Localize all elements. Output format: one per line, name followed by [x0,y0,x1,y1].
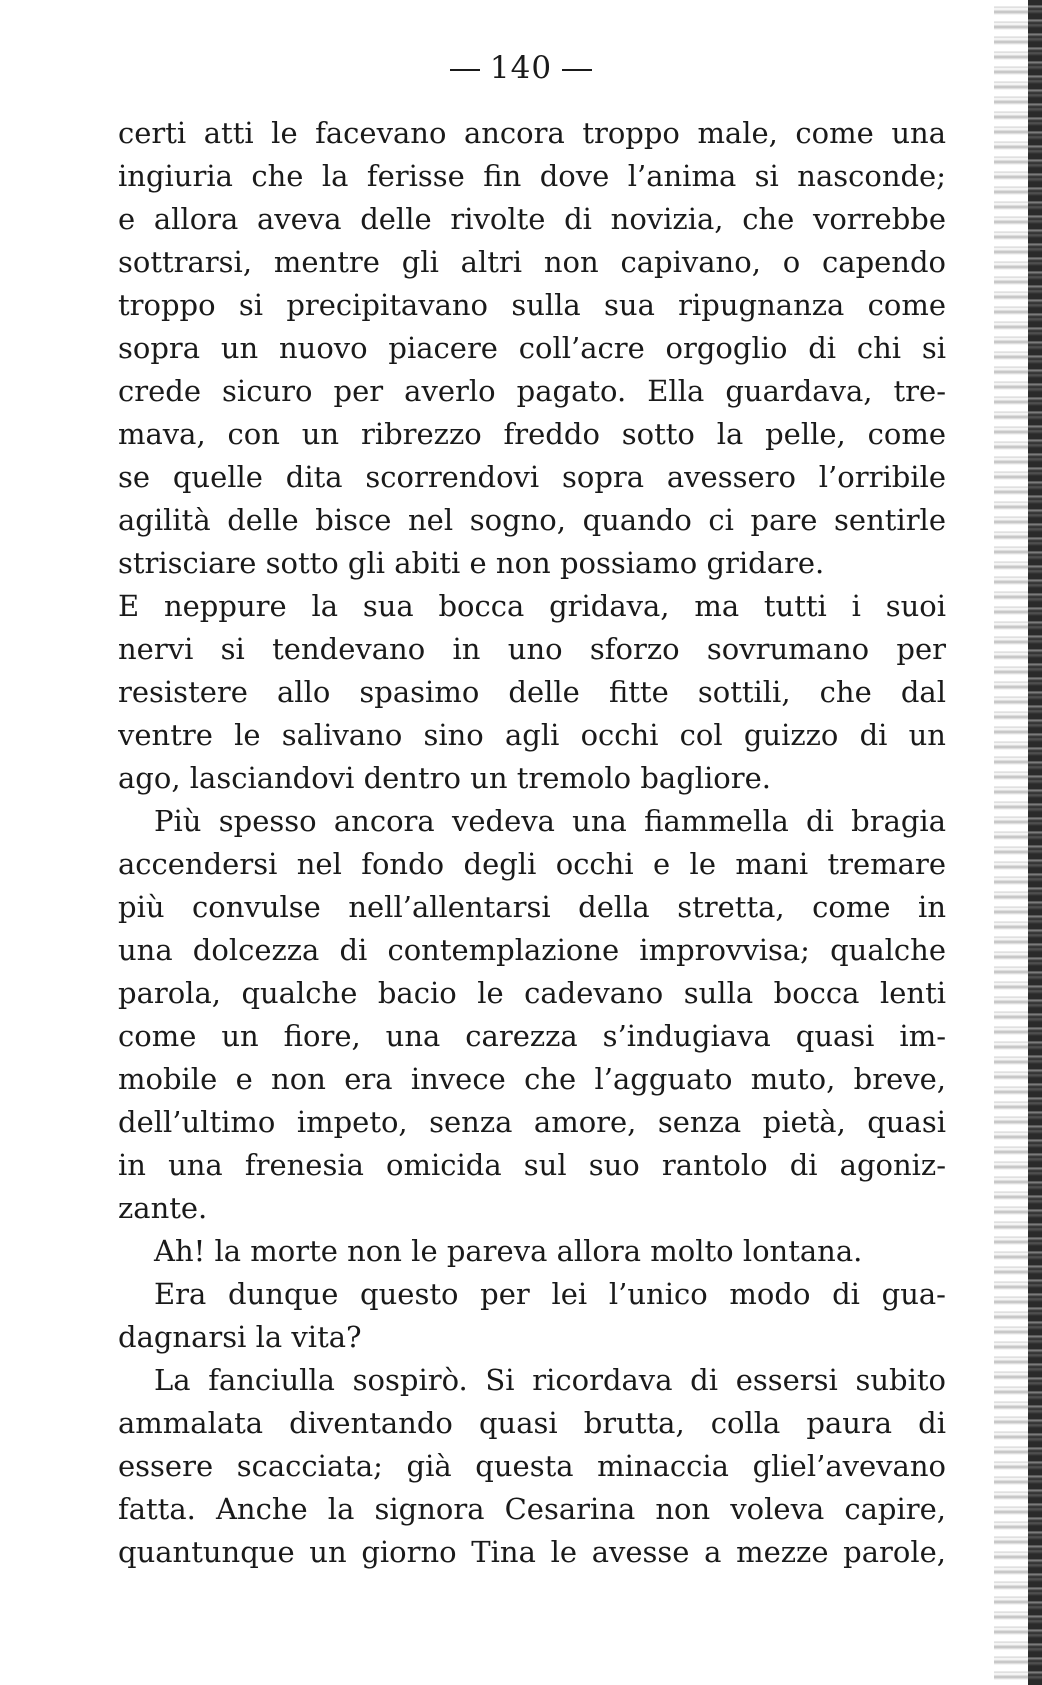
text-line: mobile e non era invece che l’agguato muto, breve, [118,1062,946,1096]
text-line: resistere allo spasimo delle fitte sottili, che dal [118,675,946,709]
header-dash-right [562,69,592,71]
text-line: Ah! la morte non le pareva allora molto lontana. [154,1234,863,1268]
page-number: 140 [489,50,553,86]
text-line: ago, lasciandovi dentro un tremolo bagliore. [118,761,772,795]
text-line: in una frenesia omicida sul suo rantolo di agoniz- [118,1148,946,1182]
text-line: ventre le salivano sino agli occhi col guizzo di un [118,718,946,752]
page-header [0,50,1042,86]
text-line: una dolcezza di contemplazione improvvisa; qualche [118,933,946,967]
text-line: dagnarsi la vita? [118,1320,362,1354]
body-text [118,112,946,1574]
text-line: E neppure la sua bocca gridava, ma tutti i suoi [118,589,946,623]
text-line: Più spesso ancora vedeva una fiammella di bragia [154,804,946,838]
text-line: quantunque un giorno Tina le avesse a mezze parole, [118,1535,946,1569]
text-line: se quelle dita scorrendovi sopra avessero l’orribile [118,460,946,494]
text-line: troppo si precipitavano sulla sua ripugnanza come [118,288,946,322]
text-line: e allora aveva delle rivolte di novizia, che vorrebbe [118,202,946,236]
text-line: accendersi nel fondo degli occhi e le mani tremare [118,847,946,881]
text-line: certi atti le facevano ancora troppo male, come una [118,116,946,150]
text-line: fatta. Anche la signora Cesarina non voleva capire, [118,1492,946,1526]
text-line: crede sicuro per averlo pagato. Ella guardava, tre- [118,374,946,408]
text-line: sottrarsi, mentre gli altri non capivano, o capendo [118,245,946,279]
text-line: parola, qualche bacio le cadevano sulla bocca lenti [118,976,946,1010]
text-line: ammalata diventando quasi brutta, colla paura di [118,1406,946,1440]
text-line: zante. [118,1191,208,1225]
text-line: più convulse nell’allentarsi della stretta, come in [118,890,946,924]
text-line: La fanciulla sospirò. Si ricordava di essersi subito [154,1363,946,1397]
text-line: Era dunque questo per lei l’unico modo di gua- [154,1277,946,1311]
text-line: sopra un nuovo piacere coll’acre orgoglio di chi si [118,331,946,365]
header-dash-left [450,69,480,71]
text-line: strisciare sotto gli abiti e non possiamo gridare. [118,546,825,580]
scan-page-edge [994,0,1042,1685]
text-line: mava, con un ribrezzo freddo sotto la pelle, come [118,417,946,451]
scan-binding-shadow [1028,0,1042,1685]
text-line: dell’ultimo impeto, senza amore, senza pietà, quasi [118,1105,946,1139]
text-line: agilità delle bisce nel sogno, quando ci pare sentirle [118,503,946,537]
text-line: essere scacciata; già questa minaccia gliel’avevano [118,1449,946,1483]
text-line: nervi si tendevano in uno sforzo sovrumano per [118,632,946,666]
text-line: come un fiore, una carezza s’indugiava quasi im- [118,1019,946,1053]
text-line: ingiuria che la ferisse fin dove l’anima si nasconde; [118,159,946,193]
